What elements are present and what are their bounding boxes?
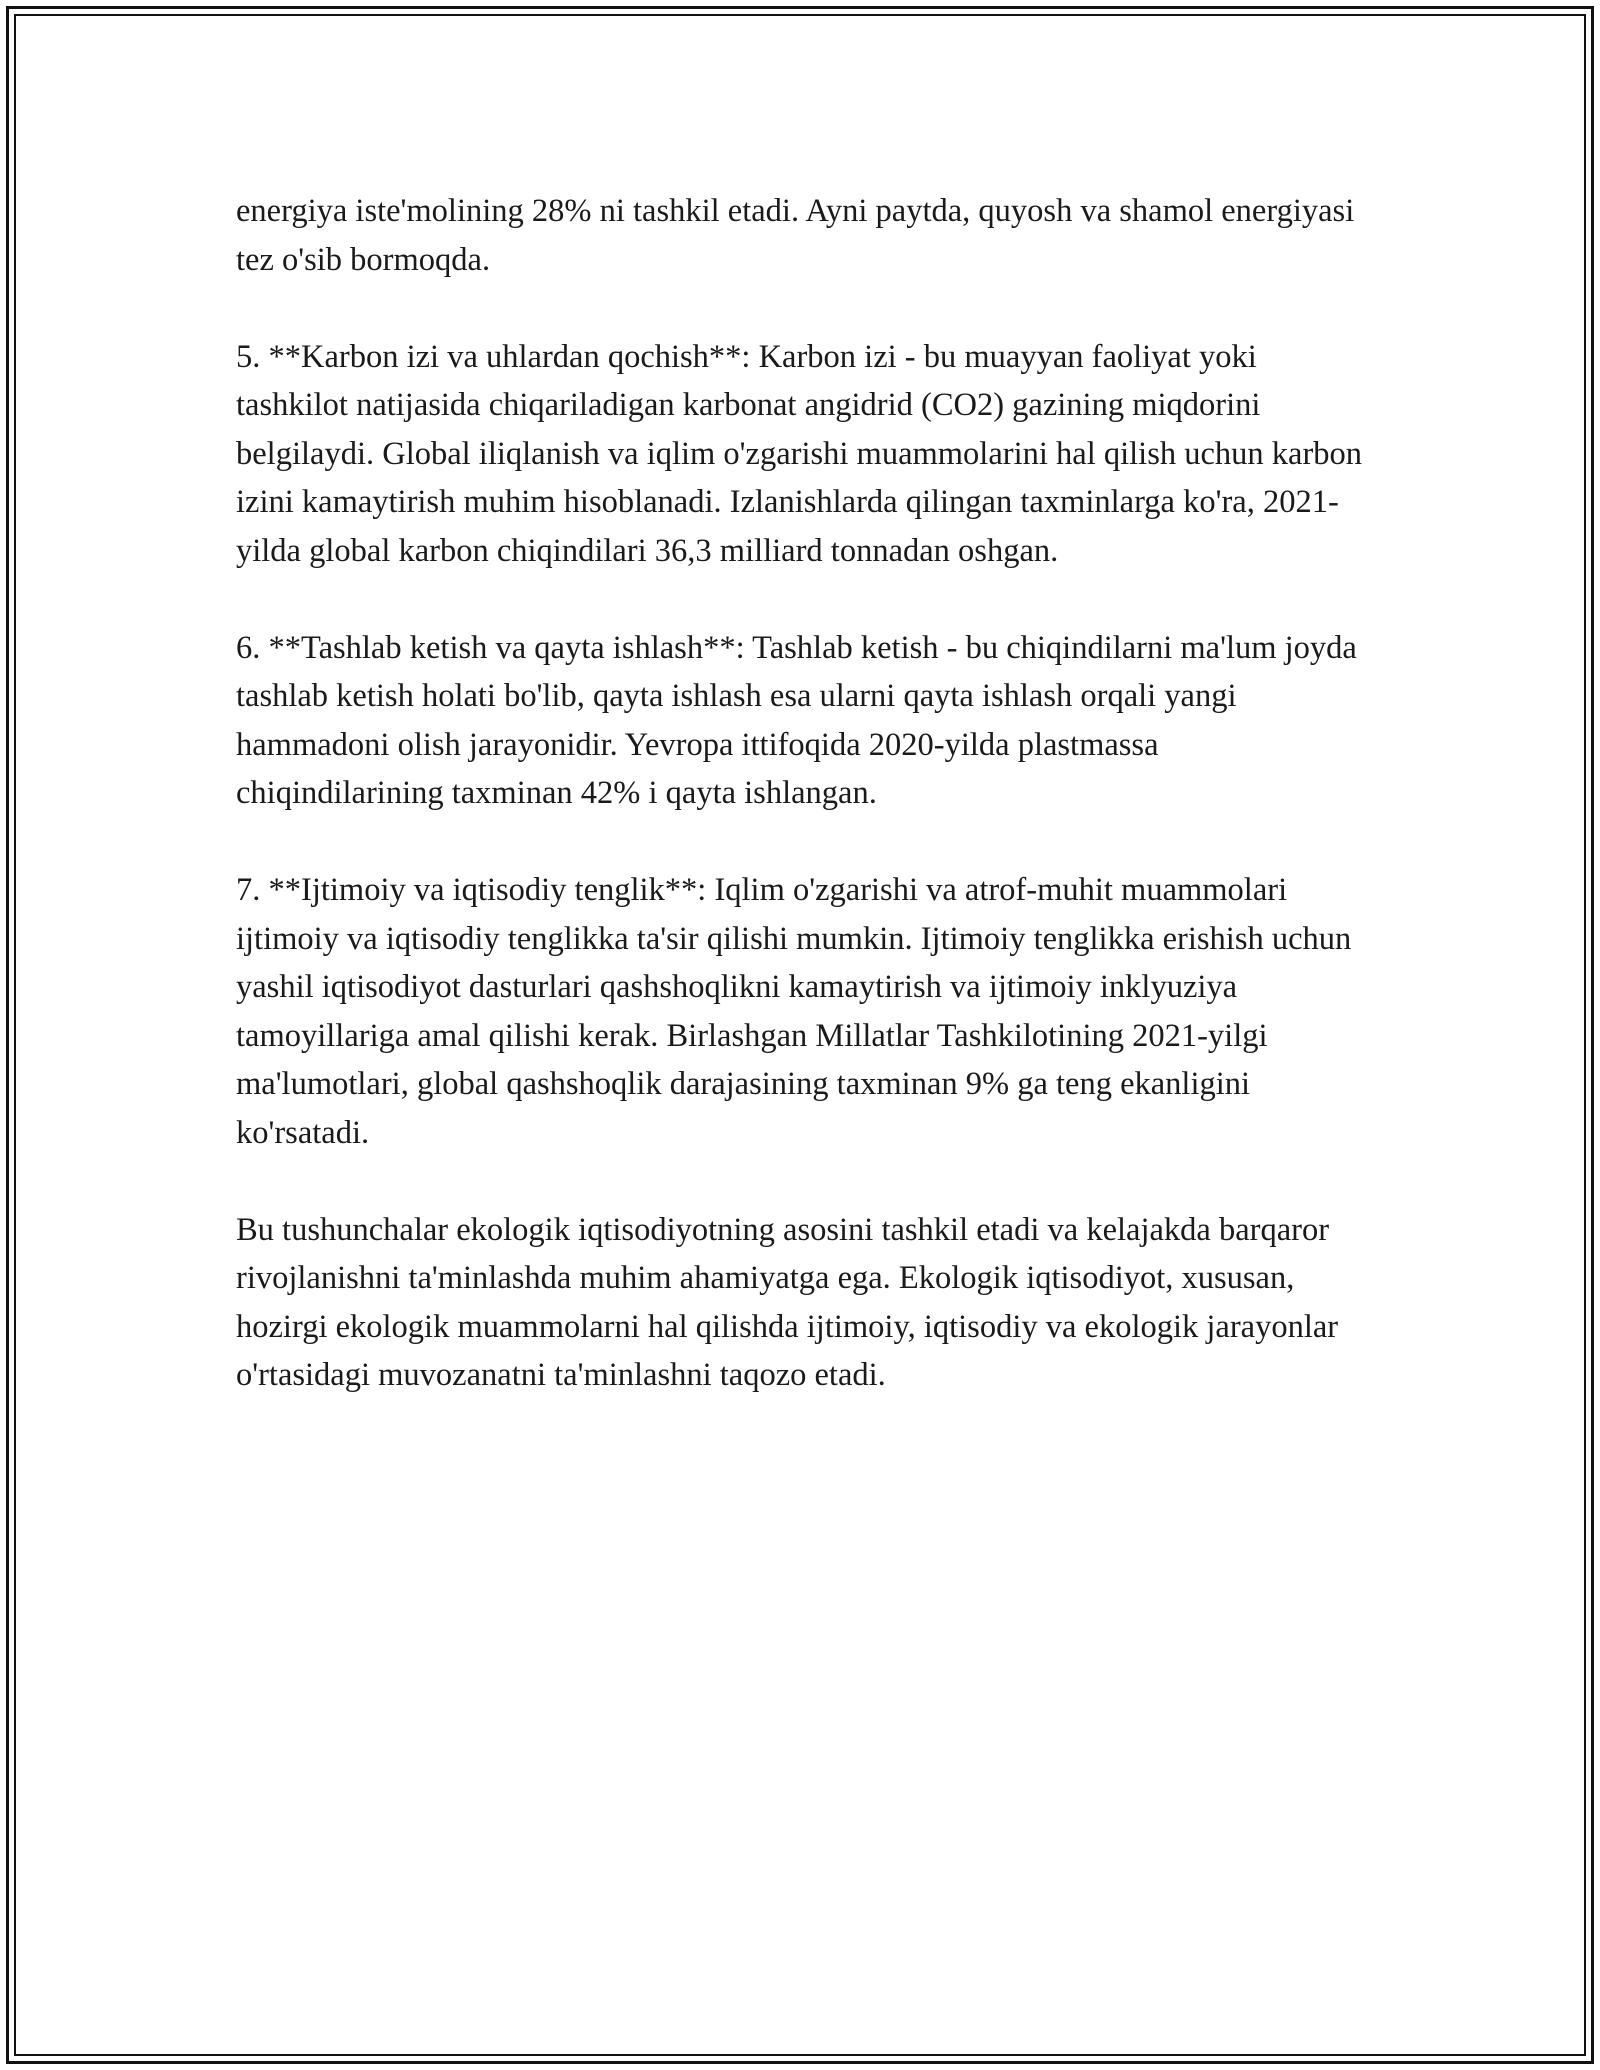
paragraph-energy-continuation: energiya iste'molining 28% ni tashkil etadi. Ayni paytda, quyosh va shamol energiyasi tez o'sib bormoqda.: [236, 193, 1355, 278]
paragraph-carbon-footprint: 5. **Karbon izi va uhlardan qochish**: Karbon izi - bu muayyan faoliyat yoki tashkilot natijasida chiqariladigan karbonat angidrid (CO2) gazining miqdorini belgilaydi. Global iliqlanish va iqlim o'zgarishi muammolarini hal qilish uchun karbon izini kamaytirish muhim hisoblanadi. Izlanishlarda qilingan taxminlarga ko'ra, 2021-yilda global karbon chiqindilari 36,3 milliard tonnadan oshgan.: [236, 338, 1363, 569]
paragraph-waste-recycling: 6. **Tashlab ketish va qayta ishlash**: Tashlab ketish - bu chiqindilarni ma'lum joyda tashlab ketish holati bo'lib, qayta ishlash esa ularni qayta ishlash orqali yangi hammadoni olish jarayonidir. Yevropa ittifoqida 2020-yilda plastmassa chiqindilarining taxminan 42% i qayta ishlangan.: [236, 629, 1357, 811]
paragraph-conclusion: Bu tushunchalar ekologik iqtisodiyotning asosini tashkil etadi va kelajakda barqaror rivojlanishni ta'minlashda muhim ahamiyatga ega. Ekologik iqtisodiyot, xususan, hozirgi ekologik muammolarni hal qilishda ijtimoiy, iqtisodiy va ekologik jarayonlar o'rtasidagi muvozanatni ta'minlashni taqozo etadi.: [236, 1211, 1339, 1393]
paragraph-social-economic-equality: 7. **Ijtimoiy va iqtisodiy tenglik**: Iqlim o'zgarishi va atrof-muhit muammolari ijtimoiy va iqtisodiy tenglikka ta'sir qilishi mumkin. Ijtimoiy tenglikka erishish uchun yashil iqtisodiyot dasturlari qashshoqlikni kamaytirish va ijtimoiy inklyuziya tamoyillariga amal qilishi kerak. Birlashgan Millatlar Tashkilotining 2021-yilgi ma'lumotlari, global qashshoqlik darajasining taxminan 9% ga teng ekanligini ko'rsatadi.: [236, 872, 1352, 1151]
document-body: [236, 187, 1366, 1448]
